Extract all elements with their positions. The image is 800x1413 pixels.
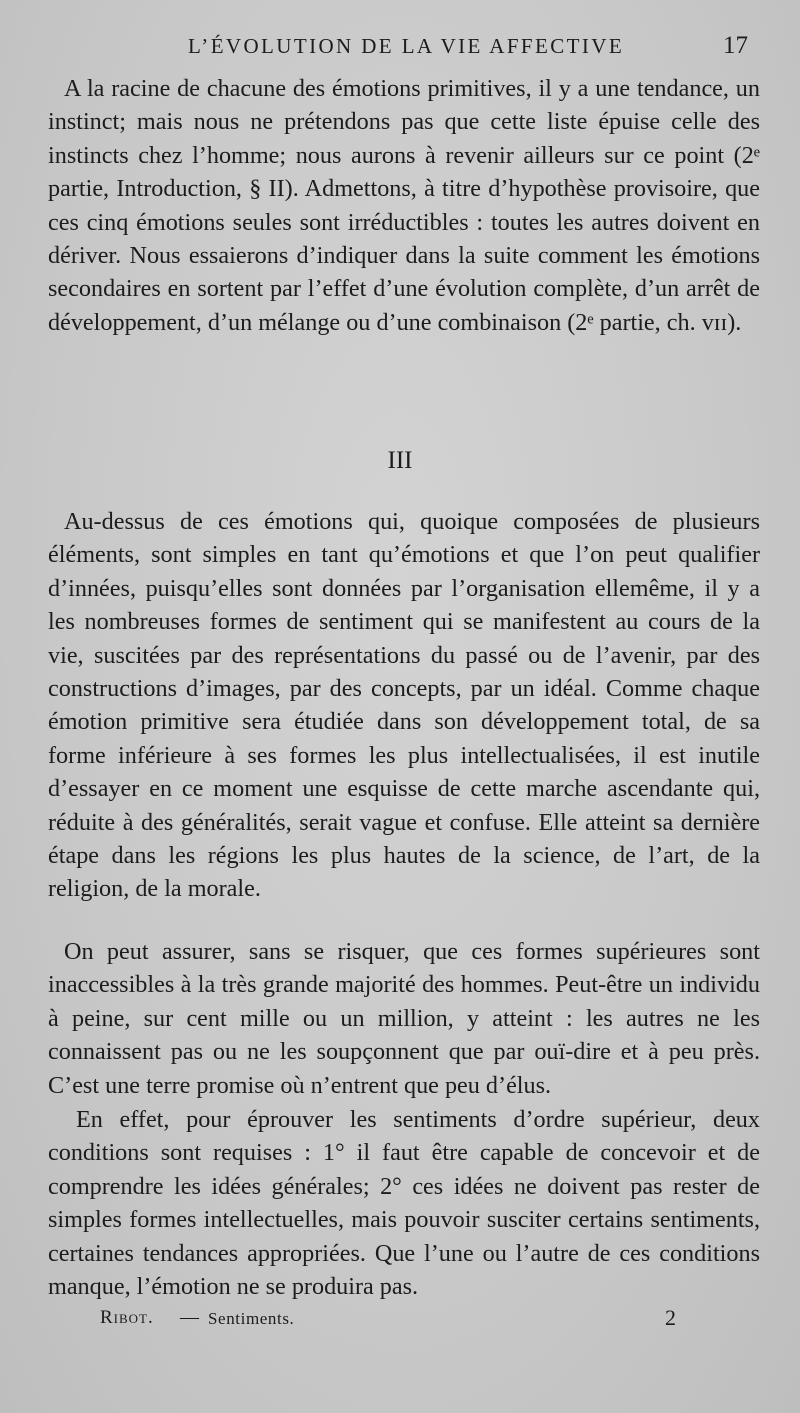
footer-author: Ribot. — [100, 1307, 154, 1328]
signature-mark: 2 — [665, 1305, 676, 1330]
paragraph-conditions: En effet, pour éprouver les sentiments d’ordre supérieur, deux conditions sont requises : 1° il faut être capable de concevoir et de comprendre les idées générales; 2° ces idées ne doivent pas rester de simples formes intellectuelles, mais pouvoir susciter certains sentiments, certaines tendances appropriées. Que l’une ou l’autre de ces conditions manque, l’émotion ne se produira pas. — [48, 1106, 760, 1301]
section-heading: III — [387, 447, 413, 474]
footer-title: Sentiments. — [208, 1309, 295, 1328]
paragraph-instincts: A la racine de chacune des émotions primitives, il y a une tendance, un instinct; mais nous ne prétendons pas que cette liste épuise celle des instincts chez l’homme; nous aurons à revenir ailleurs sur ce point (2ᵉ partie, Introduction, § II). Admettons, à titre d’hypothèse provisoire, que ces cinq émotions seules sont irréductibles : toutes les autres doivent en dériver. Nous essaierons d’indiquer dans la suite comment les émotions secondaires en sortent par l’effet d’une évolution complète, d’un arrêt de développement, d’un mélange ou d’une combinaison (2ᵉ partie, ch. ᴠɪɪ). — [48, 75, 760, 336]
running-title: L’ÉVOLUTION DE LA VIE AFFECTIVE — [188, 34, 625, 58]
paragraph-higher-sentiments: Au-dessus de ces émotions qui, quoique composées de plusieurs éléments, sont simples en tant qu’émotions et que l’on peut qualifier d’innées, puisqu’elles sont données par l’organisation ellemême, il y a les nombreuses formes de sentiment qui se manifestent au cours de la vie, suscitées par des représentations du passé ou de l’avenir, par des constructions d’images, par des concepts, par un idéal. Comme chaque émotion primitive sera étudiée dans son développement total, de sa forme inférieure à ses formes les plus intellectualisées, il est inutile d’essayer en ce moment une esquisse de cette marche ascendante qui, réduite à des généralités, serait vague et confuse. Elle atteint sa dernière étape dans les régions les plus hautes de la science, de l’art, de la religion, de la morale. — [48, 508, 760, 903]
running-head — [48, 34, 760, 66]
page-number: 17 — [723, 32, 748, 59]
footer-dash: — — [180, 1307, 199, 1328]
page-footer — [76, 1307, 696, 1337]
paragraph-inaccessible-forms: On peut assurer, sans se risquer, que ces formes supérieures sont inaccessibles à la très grande majorité des hommes. Peut-être un individu à peine, sur cent mille ou un million, y atteint : les autres ne les connaissent pas ou ne les soupçonnent que par ouï-dire et à peu près. C’est une terre promise où n’entrent que peu d’élus. — [48, 938, 760, 1099]
